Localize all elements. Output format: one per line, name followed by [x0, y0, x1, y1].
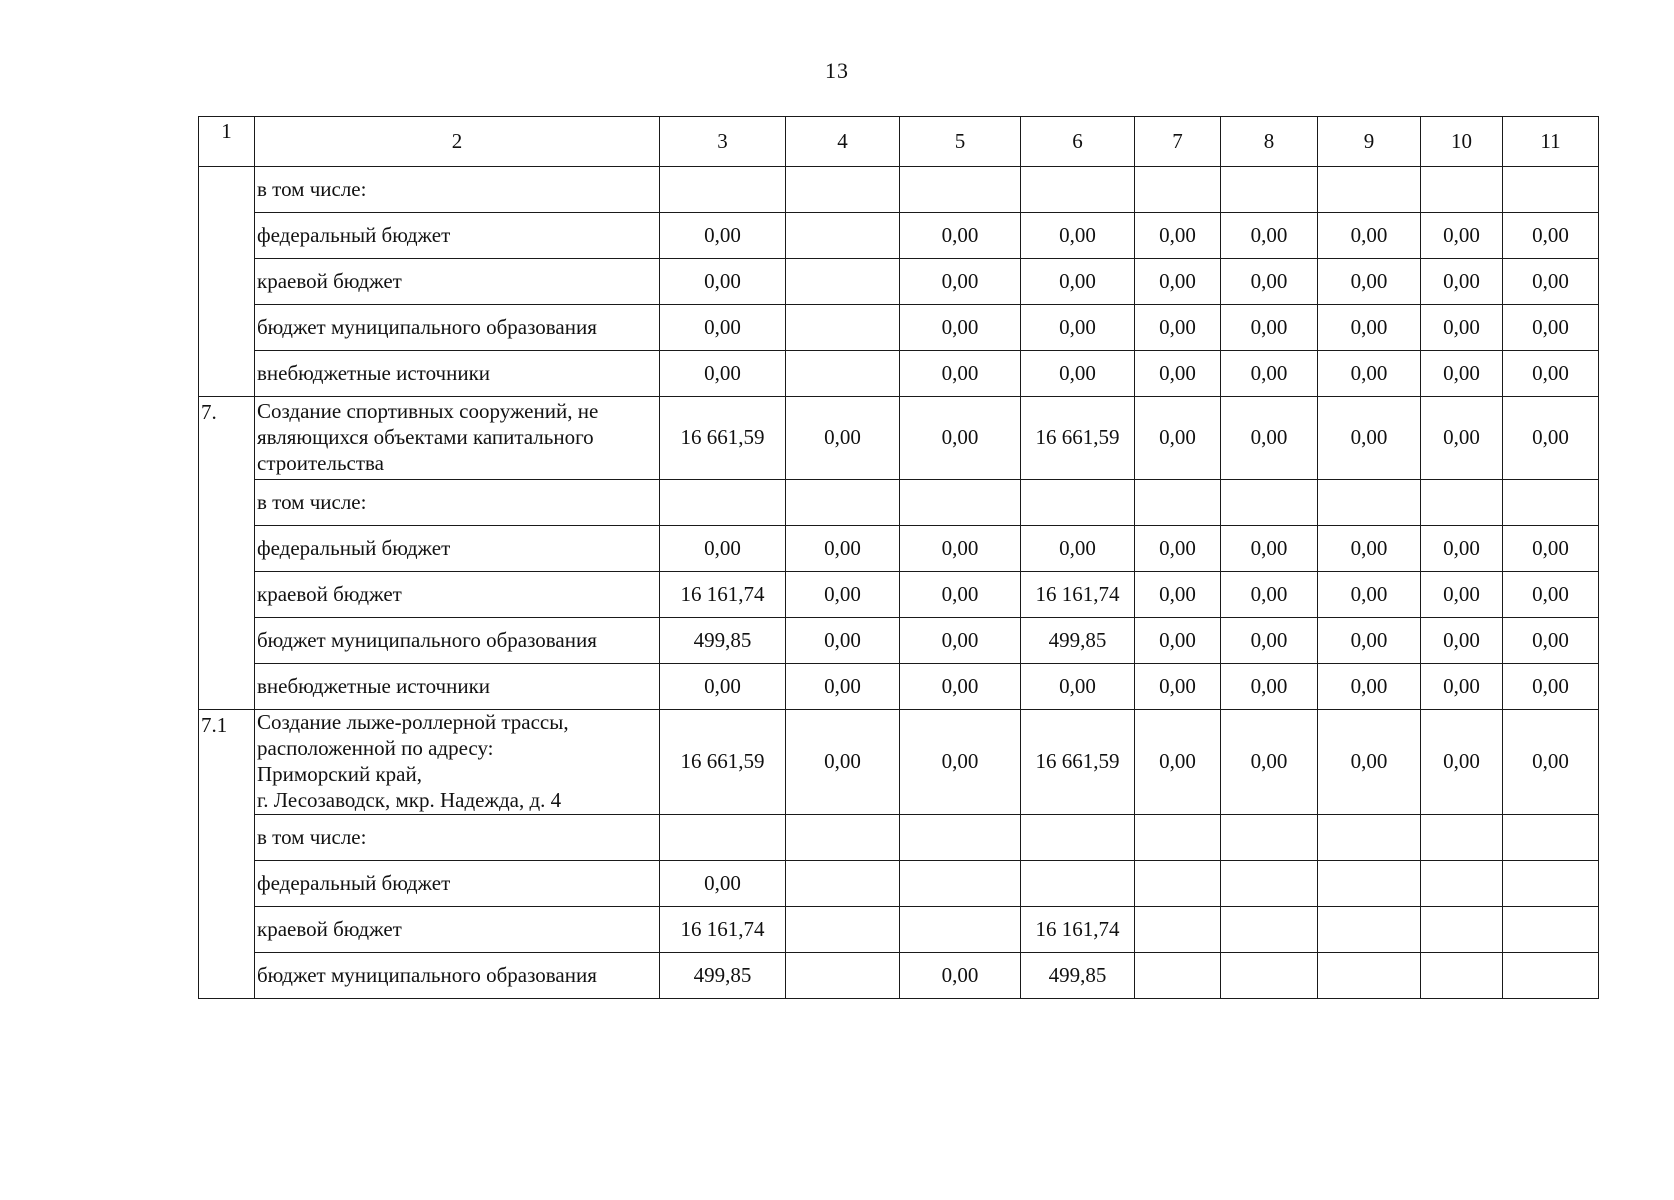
value-col-4 [786, 213, 900, 259]
value-col-8 [1221, 953, 1318, 999]
value-col-4 [786, 815, 900, 861]
page-number: 13 [825, 58, 849, 83]
item-title [255, 710, 660, 815]
value-col-4 [786, 167, 900, 213]
value-col-10: 0,00 [1421, 213, 1503, 259]
value-col-9: 0,00 [1318, 710, 1421, 815]
value-col-4 [786, 907, 900, 953]
value-col-11: 0,00 [1503, 259, 1599, 305]
value-col-10: 0,00 [1421, 351, 1503, 397]
value-col-6: 0,00 [1021, 259, 1135, 305]
value-col-7: 0,00 [1135, 664, 1221, 710]
column-header-3: 3 [660, 117, 786, 167]
value-col-8: 0,00 [1221, 710, 1318, 815]
value-col-9: 0,00 [1318, 213, 1421, 259]
value-col-7: 0,00 [1135, 710, 1221, 815]
value-col-7: 0,00 [1135, 572, 1221, 618]
value-col-9: 0,00 [1318, 305, 1421, 351]
value-col-5: 0,00 [900, 213, 1021, 259]
value-col-4: 0,00 [786, 710, 900, 815]
value-col-6: 0,00 [1021, 351, 1135, 397]
item-title-line: строительства [257, 450, 385, 475]
value-col-9 [1318, 480, 1421, 526]
value-col-3: 16 661,59 [660, 397, 786, 480]
value-col-3: 16 161,74 [660, 907, 786, 953]
value-col-5 [900, 861, 1021, 907]
value-col-5: 0,00 [900, 618, 1021, 664]
value-col-4: 0,00 [786, 664, 900, 710]
value-col-4 [786, 953, 900, 999]
value-col-6: 16 161,74 [1021, 907, 1135, 953]
value-col-10: 0,00 [1421, 526, 1503, 572]
budget-source-label: краевой бюджет [255, 259, 660, 305]
value-col-4 [786, 480, 900, 526]
budget-table [198, 116, 1599, 999]
table-body [199, 117, 1599, 999]
budget-source-label: краевой бюджет [255, 907, 660, 953]
value-col-8: 0,00 [1221, 618, 1318, 664]
value-col-7 [1135, 480, 1221, 526]
value-col-9: 0,00 [1318, 351, 1421, 397]
budget-source-label: бюджет муниципального образования [255, 953, 660, 999]
budget-source-row [199, 259, 1599, 305]
value-col-9 [1318, 167, 1421, 213]
column-header-4: 4 [786, 117, 900, 167]
value-col-11: 0,00 [1503, 572, 1599, 618]
budget-source-label: федеральный бюджет [255, 526, 660, 572]
value-col-4: 0,00 [786, 618, 900, 664]
value-col-5 [900, 167, 1021, 213]
value-col-9 [1318, 953, 1421, 999]
value-col-4 [786, 259, 900, 305]
column-header-1: 1 [199, 117, 255, 167]
item-title-line: Создание лыже-роллерной трассы, [257, 710, 569, 735]
value-col-9: 0,00 [1318, 526, 1421, 572]
value-col-7: 0,00 [1135, 259, 1221, 305]
value-col-3: 0,00 [660, 351, 786, 397]
value-col-10 [1421, 907, 1503, 953]
value-col-6: 499,85 [1021, 953, 1135, 999]
budget-source-row [199, 213, 1599, 259]
value-col-7 [1135, 953, 1221, 999]
value-col-8: 0,00 [1221, 526, 1318, 572]
value-col-6 [1021, 167, 1135, 213]
value-col-11: 0,00 [1503, 618, 1599, 664]
value-col-10: 0,00 [1421, 572, 1503, 618]
value-col-3 [660, 167, 786, 213]
value-col-5 [900, 907, 1021, 953]
value-col-10: 0,00 [1421, 397, 1503, 480]
value-col-11 [1503, 861, 1599, 907]
value-col-11: 0,00 [1503, 397, 1599, 480]
value-col-7 [1135, 815, 1221, 861]
column-header-8: 8 [1221, 117, 1318, 167]
budget-source-row [199, 815, 1599, 861]
value-col-5: 0,00 [900, 259, 1021, 305]
budget-source-label: в том числе: [255, 815, 660, 861]
value-col-3: 0,00 [660, 305, 786, 351]
value-col-11: 0,00 [1503, 664, 1599, 710]
value-col-3: 499,85 [660, 953, 786, 999]
item-title-line: Создание спортивных сооружений, не [257, 399, 599, 424]
value-col-6: 0,00 [1021, 213, 1135, 259]
value-col-5: 0,00 [900, 710, 1021, 815]
value-col-4: 0,00 [786, 526, 900, 572]
budget-source-label: в том числе: [255, 167, 660, 213]
value-col-10: 0,00 [1421, 664, 1503, 710]
budget-source-row [199, 167, 1599, 213]
value-col-7: 0,00 [1135, 526, 1221, 572]
budget-source-label: краевой бюджет [255, 572, 660, 618]
column-header-7: 7 [1135, 117, 1221, 167]
budget-source-label: внебюджетные источники [255, 664, 660, 710]
item-title-line: являющихся объектами капитального [257, 425, 594, 450]
value-col-11 [1503, 907, 1599, 953]
value-col-10: 0,00 [1421, 618, 1503, 664]
value-col-5: 0,00 [900, 572, 1021, 618]
budget-source-label: бюджет муниципального образования [255, 618, 660, 664]
value-col-10: 0,00 [1421, 710, 1503, 815]
column-header-10: 10 [1421, 117, 1503, 167]
column-header-5: 5 [900, 117, 1021, 167]
value-col-9: 0,00 [1318, 259, 1421, 305]
value-col-4 [786, 351, 900, 397]
budget-source-row [199, 618, 1599, 664]
value-col-11: 0,00 [1503, 213, 1599, 259]
value-col-9 [1318, 815, 1421, 861]
value-col-3: 0,00 [660, 664, 786, 710]
value-col-11 [1503, 815, 1599, 861]
value-col-7: 0,00 [1135, 397, 1221, 480]
item-title-line: Приморский край, [257, 762, 422, 786]
value-col-3: 0,00 [660, 526, 786, 572]
value-col-4: 0,00 [786, 572, 900, 618]
value-col-6: 0,00 [1021, 305, 1135, 351]
value-col-6: 499,85 [1021, 618, 1135, 664]
value-col-5: 0,00 [900, 397, 1021, 480]
value-col-5 [900, 480, 1021, 526]
value-col-4: 0,00 [786, 397, 900, 480]
value-col-11: 0,00 [1503, 710, 1599, 815]
value-col-7: 0,00 [1135, 618, 1221, 664]
value-col-3: 499,85 [660, 618, 786, 664]
value-col-8: 0,00 [1221, 259, 1318, 305]
budget-source-label: бюджет муниципального образования [255, 305, 660, 351]
budget-source-row [199, 907, 1599, 953]
value-col-11: 0,00 [1503, 351, 1599, 397]
value-col-3: 0,00 [660, 213, 786, 259]
value-col-7: 0,00 [1135, 305, 1221, 351]
item-title-line: расположенной по адресу: [257, 736, 494, 761]
header-row [199, 117, 1599, 167]
value-col-3: 0,00 [660, 861, 786, 907]
value-col-9 [1318, 907, 1421, 953]
value-col-11 [1503, 480, 1599, 526]
value-col-5: 0,00 [900, 664, 1021, 710]
value-col-11 [1503, 953, 1599, 999]
value-col-6: 16 661,59 [1021, 397, 1135, 480]
value-col-4 [786, 305, 900, 351]
value-col-8 [1221, 167, 1318, 213]
value-col-10 [1421, 861, 1503, 907]
value-col-5: 0,00 [900, 305, 1021, 351]
value-col-8: 0,00 [1221, 213, 1318, 259]
value-col-9 [1318, 861, 1421, 907]
budget-source-label: федеральный бюджет [255, 861, 660, 907]
value-col-7 [1135, 907, 1221, 953]
value-col-11: 0,00 [1503, 305, 1599, 351]
value-col-3 [660, 480, 786, 526]
column-header-9: 9 [1318, 117, 1421, 167]
value-col-7: 0,00 [1135, 351, 1221, 397]
value-col-6 [1021, 480, 1135, 526]
value-col-8 [1221, 815, 1318, 861]
value-col-8 [1221, 907, 1318, 953]
budget-source-row [199, 351, 1599, 397]
value-col-5 [900, 815, 1021, 861]
value-col-8: 0,00 [1221, 397, 1318, 480]
value-col-8: 0,00 [1221, 664, 1318, 710]
budget-source-label: федеральный бюджет [255, 213, 660, 259]
value-col-8: 0,00 [1221, 305, 1318, 351]
value-col-6: 0,00 [1021, 526, 1135, 572]
value-col-10: 0,00 [1421, 259, 1503, 305]
row-number: 7.1 [199, 710, 255, 999]
budget-source-row [199, 953, 1599, 999]
value-col-6 [1021, 815, 1135, 861]
value-col-6 [1021, 861, 1135, 907]
value-col-5: 0,00 [900, 351, 1021, 397]
value-col-9: 0,00 [1318, 618, 1421, 664]
value-col-10 [1421, 480, 1503, 526]
value-col-5: 0,00 [900, 953, 1021, 999]
value-col-7 [1135, 861, 1221, 907]
budget-source-label: внебюджетные источники [255, 351, 660, 397]
item-title-line: г. Лесозаводск, мкр. Надежда, д. 4 [257, 787, 562, 812]
value-col-7 [1135, 167, 1221, 213]
value-col-9: 0,00 [1318, 664, 1421, 710]
value-col-9: 0,00 [1318, 397, 1421, 480]
value-col-10 [1421, 167, 1503, 213]
value-col-11 [1503, 167, 1599, 213]
value-col-6: 16 161,74 [1021, 572, 1135, 618]
value-col-4 [786, 861, 900, 907]
value-col-5: 0,00 [900, 526, 1021, 572]
budget-source-row [199, 572, 1599, 618]
value-col-10 [1421, 953, 1503, 999]
value-col-8 [1221, 480, 1318, 526]
value-col-11: 0,00 [1503, 526, 1599, 572]
item-row [199, 397, 1599, 480]
value-col-3: 16 161,74 [660, 572, 786, 618]
value-col-7: 0,00 [1135, 213, 1221, 259]
value-col-9: 0,00 [1318, 572, 1421, 618]
column-header-2: 2 [255, 117, 660, 167]
value-col-3: 16 661,59 [660, 710, 786, 815]
row-number: 7. [199, 397, 255, 710]
value-col-10 [1421, 815, 1503, 861]
value-col-10: 0,00 [1421, 305, 1503, 351]
value-col-8 [1221, 861, 1318, 907]
value-col-6: 0,00 [1021, 664, 1135, 710]
budget-source-label: в том числе: [255, 480, 660, 526]
item-title [255, 397, 660, 480]
value-col-6: 16 661,59 [1021, 710, 1135, 815]
value-col-3: 0,00 [660, 259, 786, 305]
column-header-11: 11 [1503, 117, 1599, 167]
budget-source-row [199, 480, 1599, 526]
budget-source-row [199, 664, 1599, 710]
budget-source-row [199, 861, 1599, 907]
column-header-6: 6 [1021, 117, 1135, 167]
value-col-8: 0,00 [1221, 351, 1318, 397]
budget-source-row [199, 526, 1599, 572]
value-col-8: 0,00 [1221, 572, 1318, 618]
value-col-3 [660, 815, 786, 861]
row-number [199, 167, 255, 397]
budget-source-row [199, 305, 1599, 351]
item-row [199, 710, 1599, 815]
